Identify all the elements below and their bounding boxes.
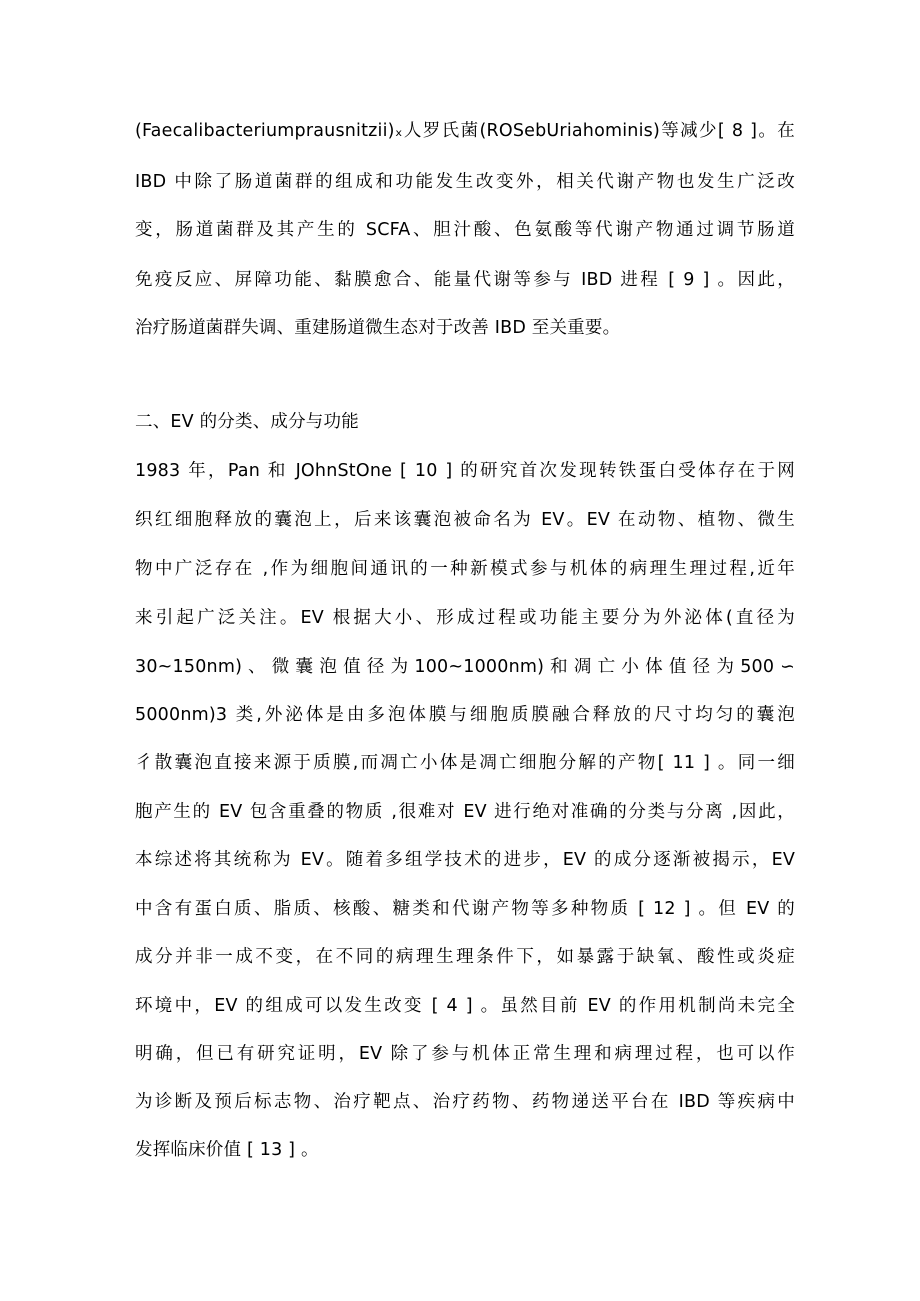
section2-line-8: 胞产生的 EV 包含重叠的物质 ,很难对 EV 进行绝对准确的分类与分离 ,因此， <box>135 802 795 822</box>
section2-line-1: 1983 年，Pan 和 JOhnStOne [ 10 ] 的研究首次发现转铁蛋白受体存在于网 <box>135 461 795 481</box>
paragraph1-line-5: 治疗肠道菌群失调、重建肠道微生态对于改善 IBD 至关重要。 <box>135 318 621 338</box>
section2-line-15: 发挥临床价值 [ 13 ] 。 <box>135 1140 319 1160</box>
section2-line-12: 环境中，EV 的组成可以发生改变 [ 4 ] 。虽然目前 EV 的作用机制尚未完全 <box>135 996 795 1016</box>
section2-line-11: 成分并非一成不变，在不同的病理生理条件下，如暴露于缺氧、酸性或炎症 <box>135 947 795 967</box>
section2-line-13: 明确，但已有研究证明，EV 除了参与机体正常生理和病理过程，也可以作 <box>135 1044 795 1064</box>
section2-line-10: 中含有蛋白质、脂质、核酸、糖类和代谢产物等多种物质 [ 12 ] 。但 EV 的 <box>135 899 795 919</box>
section2-line-5: 30~150nm) 、 微 囊 泡 值 径 为 100~1000nm) 和 凋 亡 小 体 值 径 为 500 ∽ <box>135 657 795 677</box>
section2-line-7: 彳散囊泡直接来源于质膜,而凋亡小体是凋亡细胞分解的产物[ 11 ] 。同一细 <box>135 753 795 773</box>
paragraph1-line-3: 变，肠道菌群及其产生的 SCFA、胆汁酸、色氨酸等代谢产物通过调节肠道 <box>135 220 795 240</box>
section2-line-4: 来引起广泛关注。EV 根据大小、形成过程或功能主要分为外泌体(直径为 <box>135 608 795 628</box>
section2-line-14: 为诊断及预后标志物、治疗靶点、治疗药物、药物递送平台在 IBD 等疾病中 <box>135 1092 795 1112</box>
paragraph1-line-4: 免疫反应、屏障功能、黏膜愈合、能量代谢等参与 IBD 进程 [ 9 ] 。因此， <box>135 270 795 290</box>
section2-line-6: 5000nm)3 类,外泌体是由多泡体膜与细胞质膜融合释放的尺寸均匀的囊泡 <box>135 705 795 725</box>
section2-line-9: 本综述将其统称为 EV。随着多组学技术的进步，EV 的成分逐渐被揭示，EV <box>135 850 795 870</box>
section2-line-2: 织红细胞释放的囊泡上，后来该囊泡被命名为 EV。EV 在动物、植物、微生 <box>135 510 795 530</box>
section2-line-3: 物中广泛存在 ,作为细胞间通讯的一种新模式参与机体的病理生理过程,近年 <box>135 559 795 579</box>
section-heading: 二、EV 的分类、成分与功能 <box>135 412 359 432</box>
paragraph1-line-1: (Faecalibacteriumprausnitzii)ₓ人罗氏菌(ROSebUriahominis)等减少[ 8 ]。在 <box>135 121 795 141</box>
paragraph1-line-2: IBD 中除了肠道菌群的组成和功能发生改变外，相关代谢产物也发生广泛改 <box>135 172 795 192</box>
